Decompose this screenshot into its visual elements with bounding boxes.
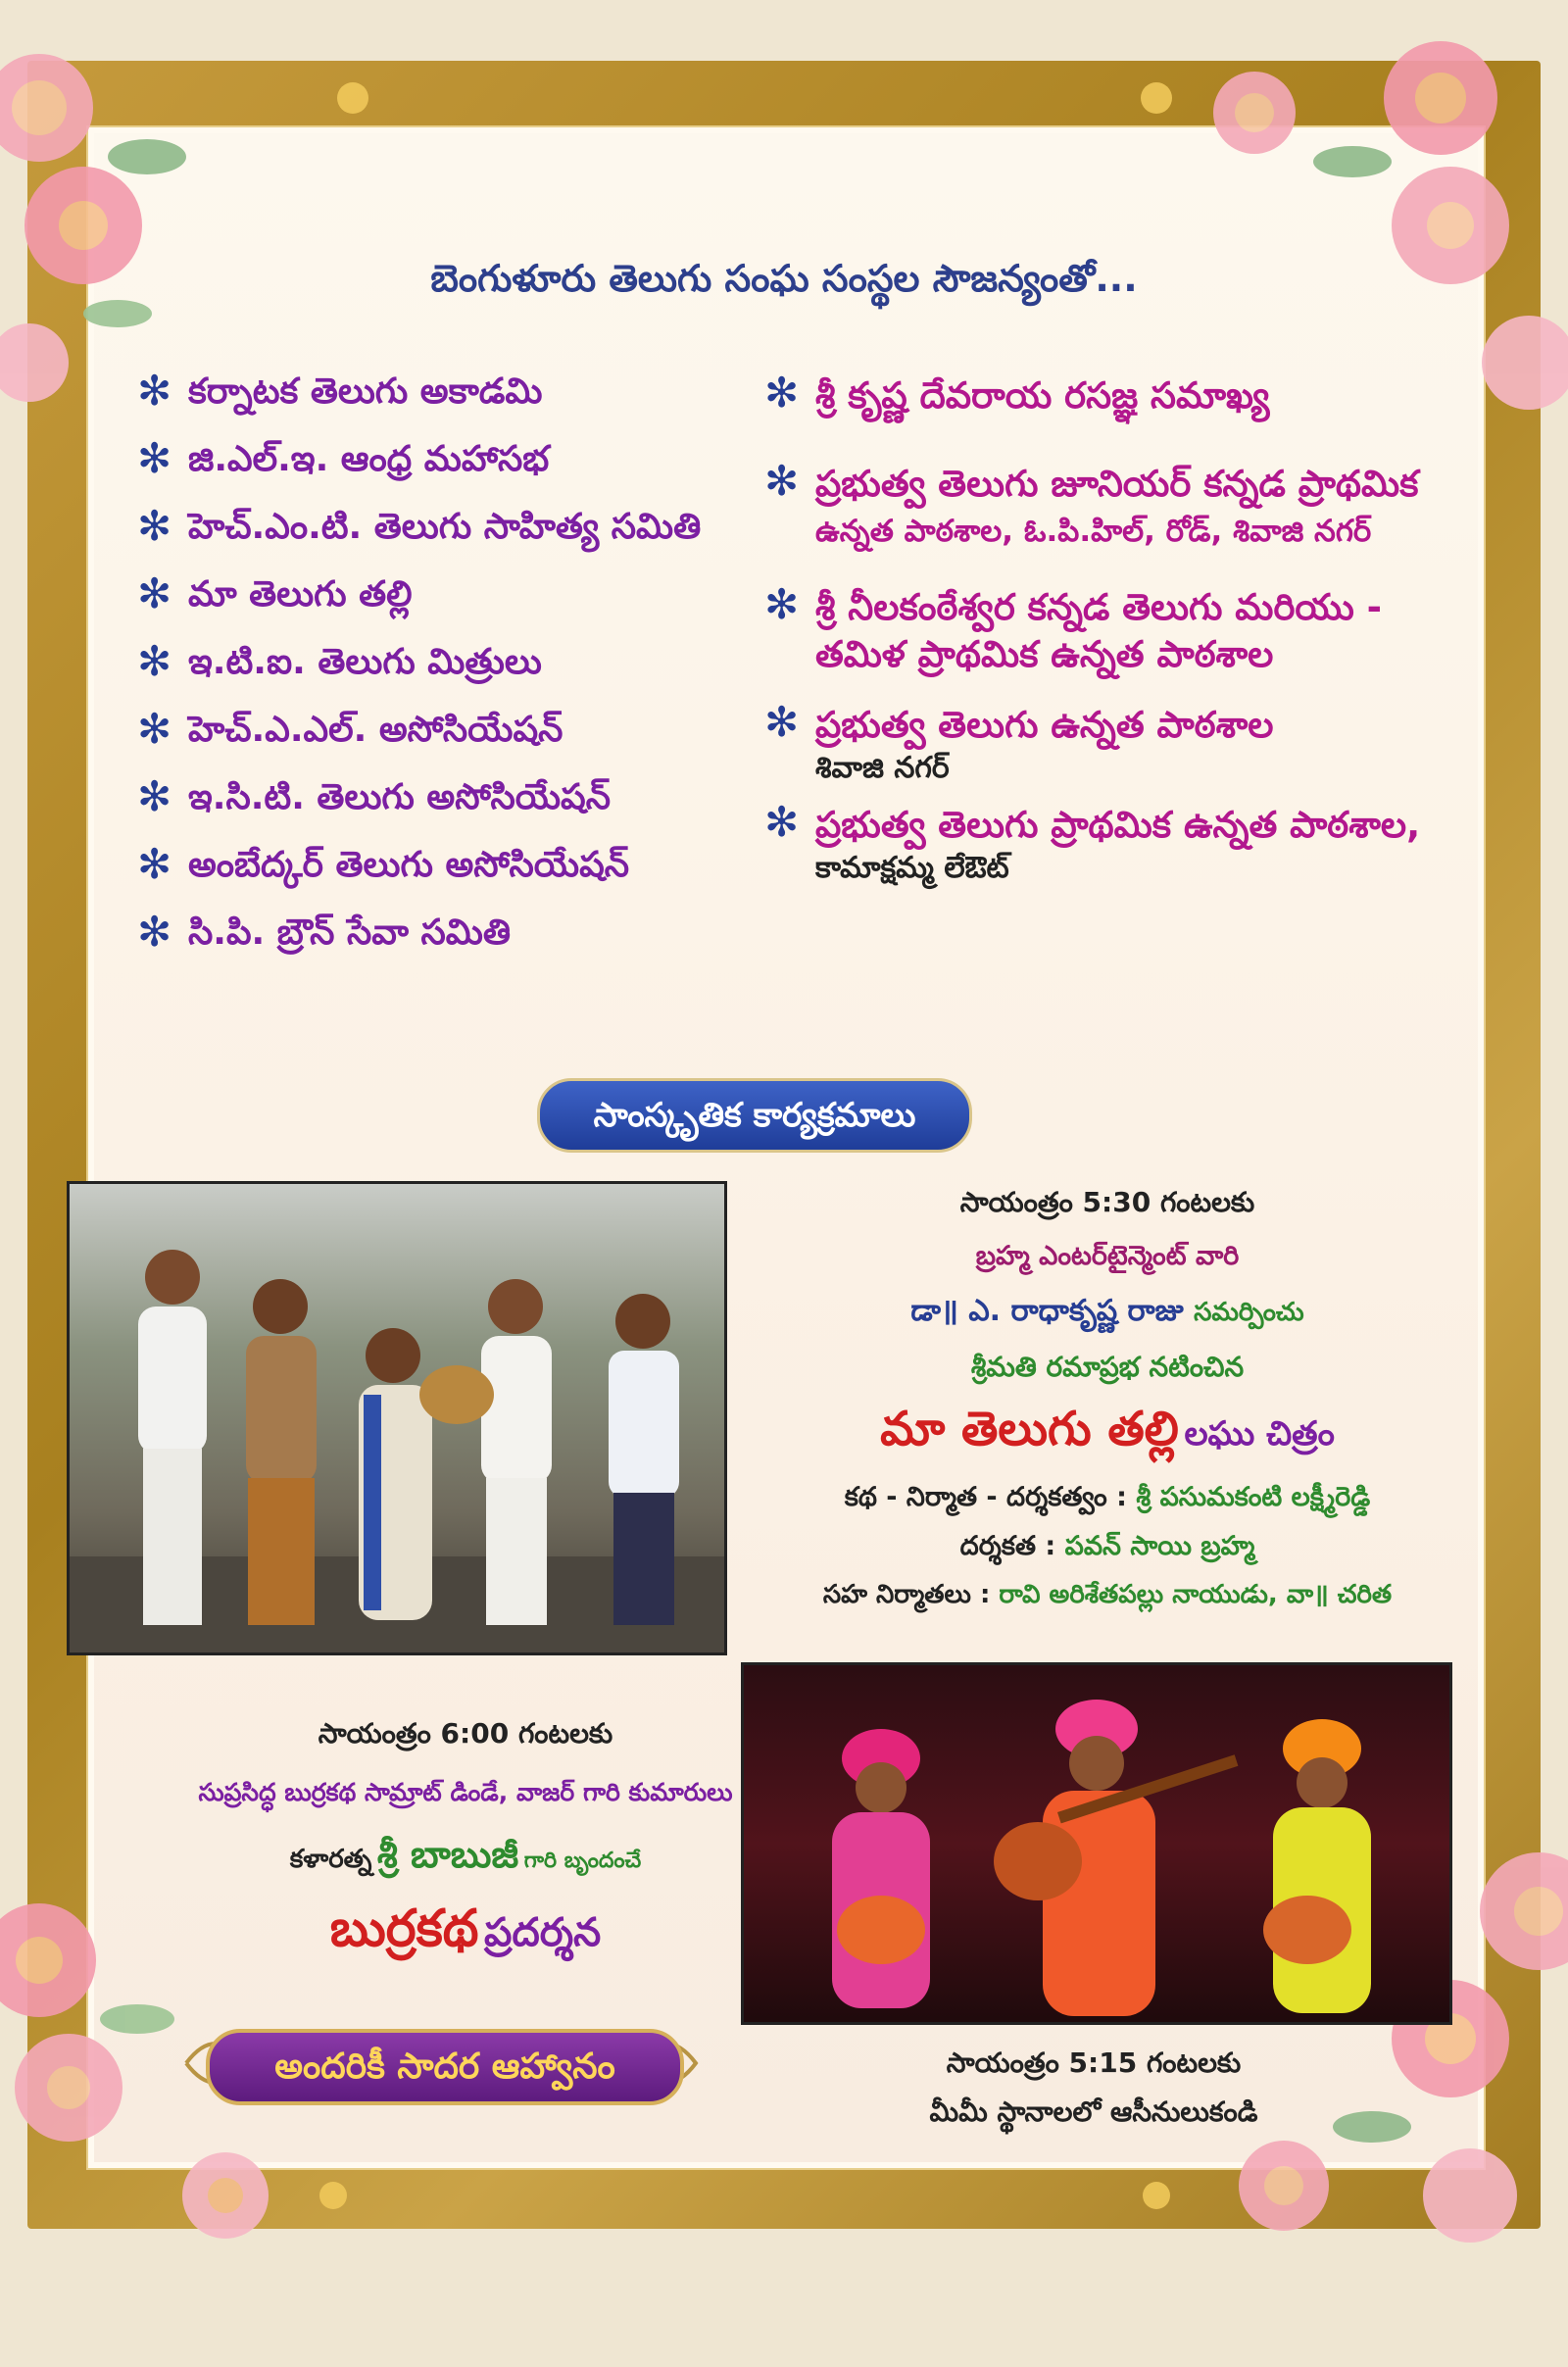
list-item: ✻ శ్రీ నీలకంఠేశ్వర కన్నడ తెలుగు మరియు - తమిళ ప్రాథమిక ఉన్నత పాఠశాల <box>764 580 1383 675</box>
list-item: ✻ మా తెలుగు తల్లి <box>137 569 413 617</box>
welcome-banner: అందరికీ సాదర ఆహ్వానం <box>176 2019 706 2107</box>
performers-illustration <box>744 1665 1449 2022</box>
right-school-list <box>764 369 1470 888</box>
list-item: ✻ ప్రభుత్వ తెలుగు జూనియర్ కన్నడ ప్రాథమిక ఉన్నత పాఠశాల, ఓ.పి.హిల్, రోడ్, శివాజి నగర్ <box>764 457 1419 549</box>
asterisk-icon: ✻ <box>137 367 172 415</box>
group-photo <box>67 1181 727 1655</box>
asterisk-icon: ✻ <box>764 369 800 417</box>
asterisk-icon: ✻ <box>764 580 800 628</box>
asterisk-icon: ✻ <box>764 698 800 746</box>
asterisk-icon: ✻ <box>764 798 800 846</box>
event-3-details: సాయంత్రం 5:15 గంటలకు మీమీ స్థానాలలో ఆసీనులుకండి <box>929 2046 1258 2128</box>
asterisk-icon: ✻ <box>137 840 172 888</box>
people-illustration <box>70 1184 724 1652</box>
list-item: ✻ జి.ఎల్.ఇ. ఆంధ్ర మహాసభ <box>137 434 550 482</box>
list-item: ✻ ఇ.సి.టి. తెలుగు అసోసియేషన్ <box>137 772 611 820</box>
list-item: ✻ శ్రీ కృష్ణ దేవరాయ రసజ్ఞ సమాఖ్య <box>764 369 1270 417</box>
list-item: ✻ సి.పి. బ్రౌన్ సేవా సమితి <box>137 908 512 956</box>
list-item: ✻ కర్నాటక తెలుగు అకాడమి <box>137 367 543 415</box>
list-item: ✻ హెచ్.ఎం.టి. తెలుగు సాహిత్య సమితి <box>137 502 702 550</box>
event-1-details: సాయంత్రం 5:30 గంటలకు బ్రహ్మ ఎంటర్‌టైన్మెంట్ వారి డా॥ ఎ. రాధాకృష్ణ రాజు సమర్పించు శ్రీమతి రమాప్రభ నటించిన మా తెలుగు తల్లి లఘు చిత్రం కథ - నిర్మాత - దర్శకత్వం : శ్రీ పసుమకంటి లక్ష్మీరెడ్డి దర్శకత : పవన్ సాయి బ్రహ్మ సహ నిర్మాతలు : రావి అరిశేతపల్లు నాయుడు, వా॥ చరిత <box>822 1186 1393 1609</box>
list-item: ✻ అంబేద్కర్ తెలుగు అసోసియేషన్ <box>137 840 630 888</box>
list-item: ✻ హెచ్.ఎ.ఎల్. అసోసియేషన్ <box>137 705 564 753</box>
asterisk-icon: ✻ <box>137 705 172 753</box>
list-item: ✻ ప్రభుత్వ తెలుగు ప్రాథమిక ఉన్నత పాఠశాల, కామాక్షమ్మ లేఔట్ <box>764 798 1421 885</box>
event-2-details: సాయంత్రం 6:00 గంటలకు సుప్రసిద్ధ బుర్రకథ సామ్రాట్ డిండే, వాజర్ గారి కుమారులు కళారత్న శ్రీ బాబుజీ గారి బృందంచే బుర్రకథ ప్రదర్శన <box>198 1717 733 1958</box>
asterisk-icon: ✻ <box>764 457 800 505</box>
asterisk-icon: ✻ <box>137 434 172 482</box>
cultural-programs-badge: సాంస్కృతిక కార్యక్రమాలు <box>537 1078 972 1153</box>
left-organization-list <box>137 367 764 979</box>
burrakatha-photo <box>741 1662 1452 2025</box>
asterisk-icon: ✻ <box>137 908 172 956</box>
page-title: బెంగుళూరు తెలుగు సంఘ సంస్థల సౌజన్యంతో... <box>430 257 1138 300</box>
list-item: ✻ ఇ.టి.ఐ. తెలుగు మిత్రులు <box>137 637 542 685</box>
asterisk-icon: ✻ <box>137 772 172 820</box>
asterisk-icon: ✻ <box>137 569 172 617</box>
asterisk-icon: ✻ <box>137 502 172 550</box>
asterisk-icon: ✻ <box>137 637 172 685</box>
list-item: ✻ ప్రభుత్వ తెలుగు ఉన్నత పాఠశాల శివాజి నగర్ <box>764 698 1274 785</box>
